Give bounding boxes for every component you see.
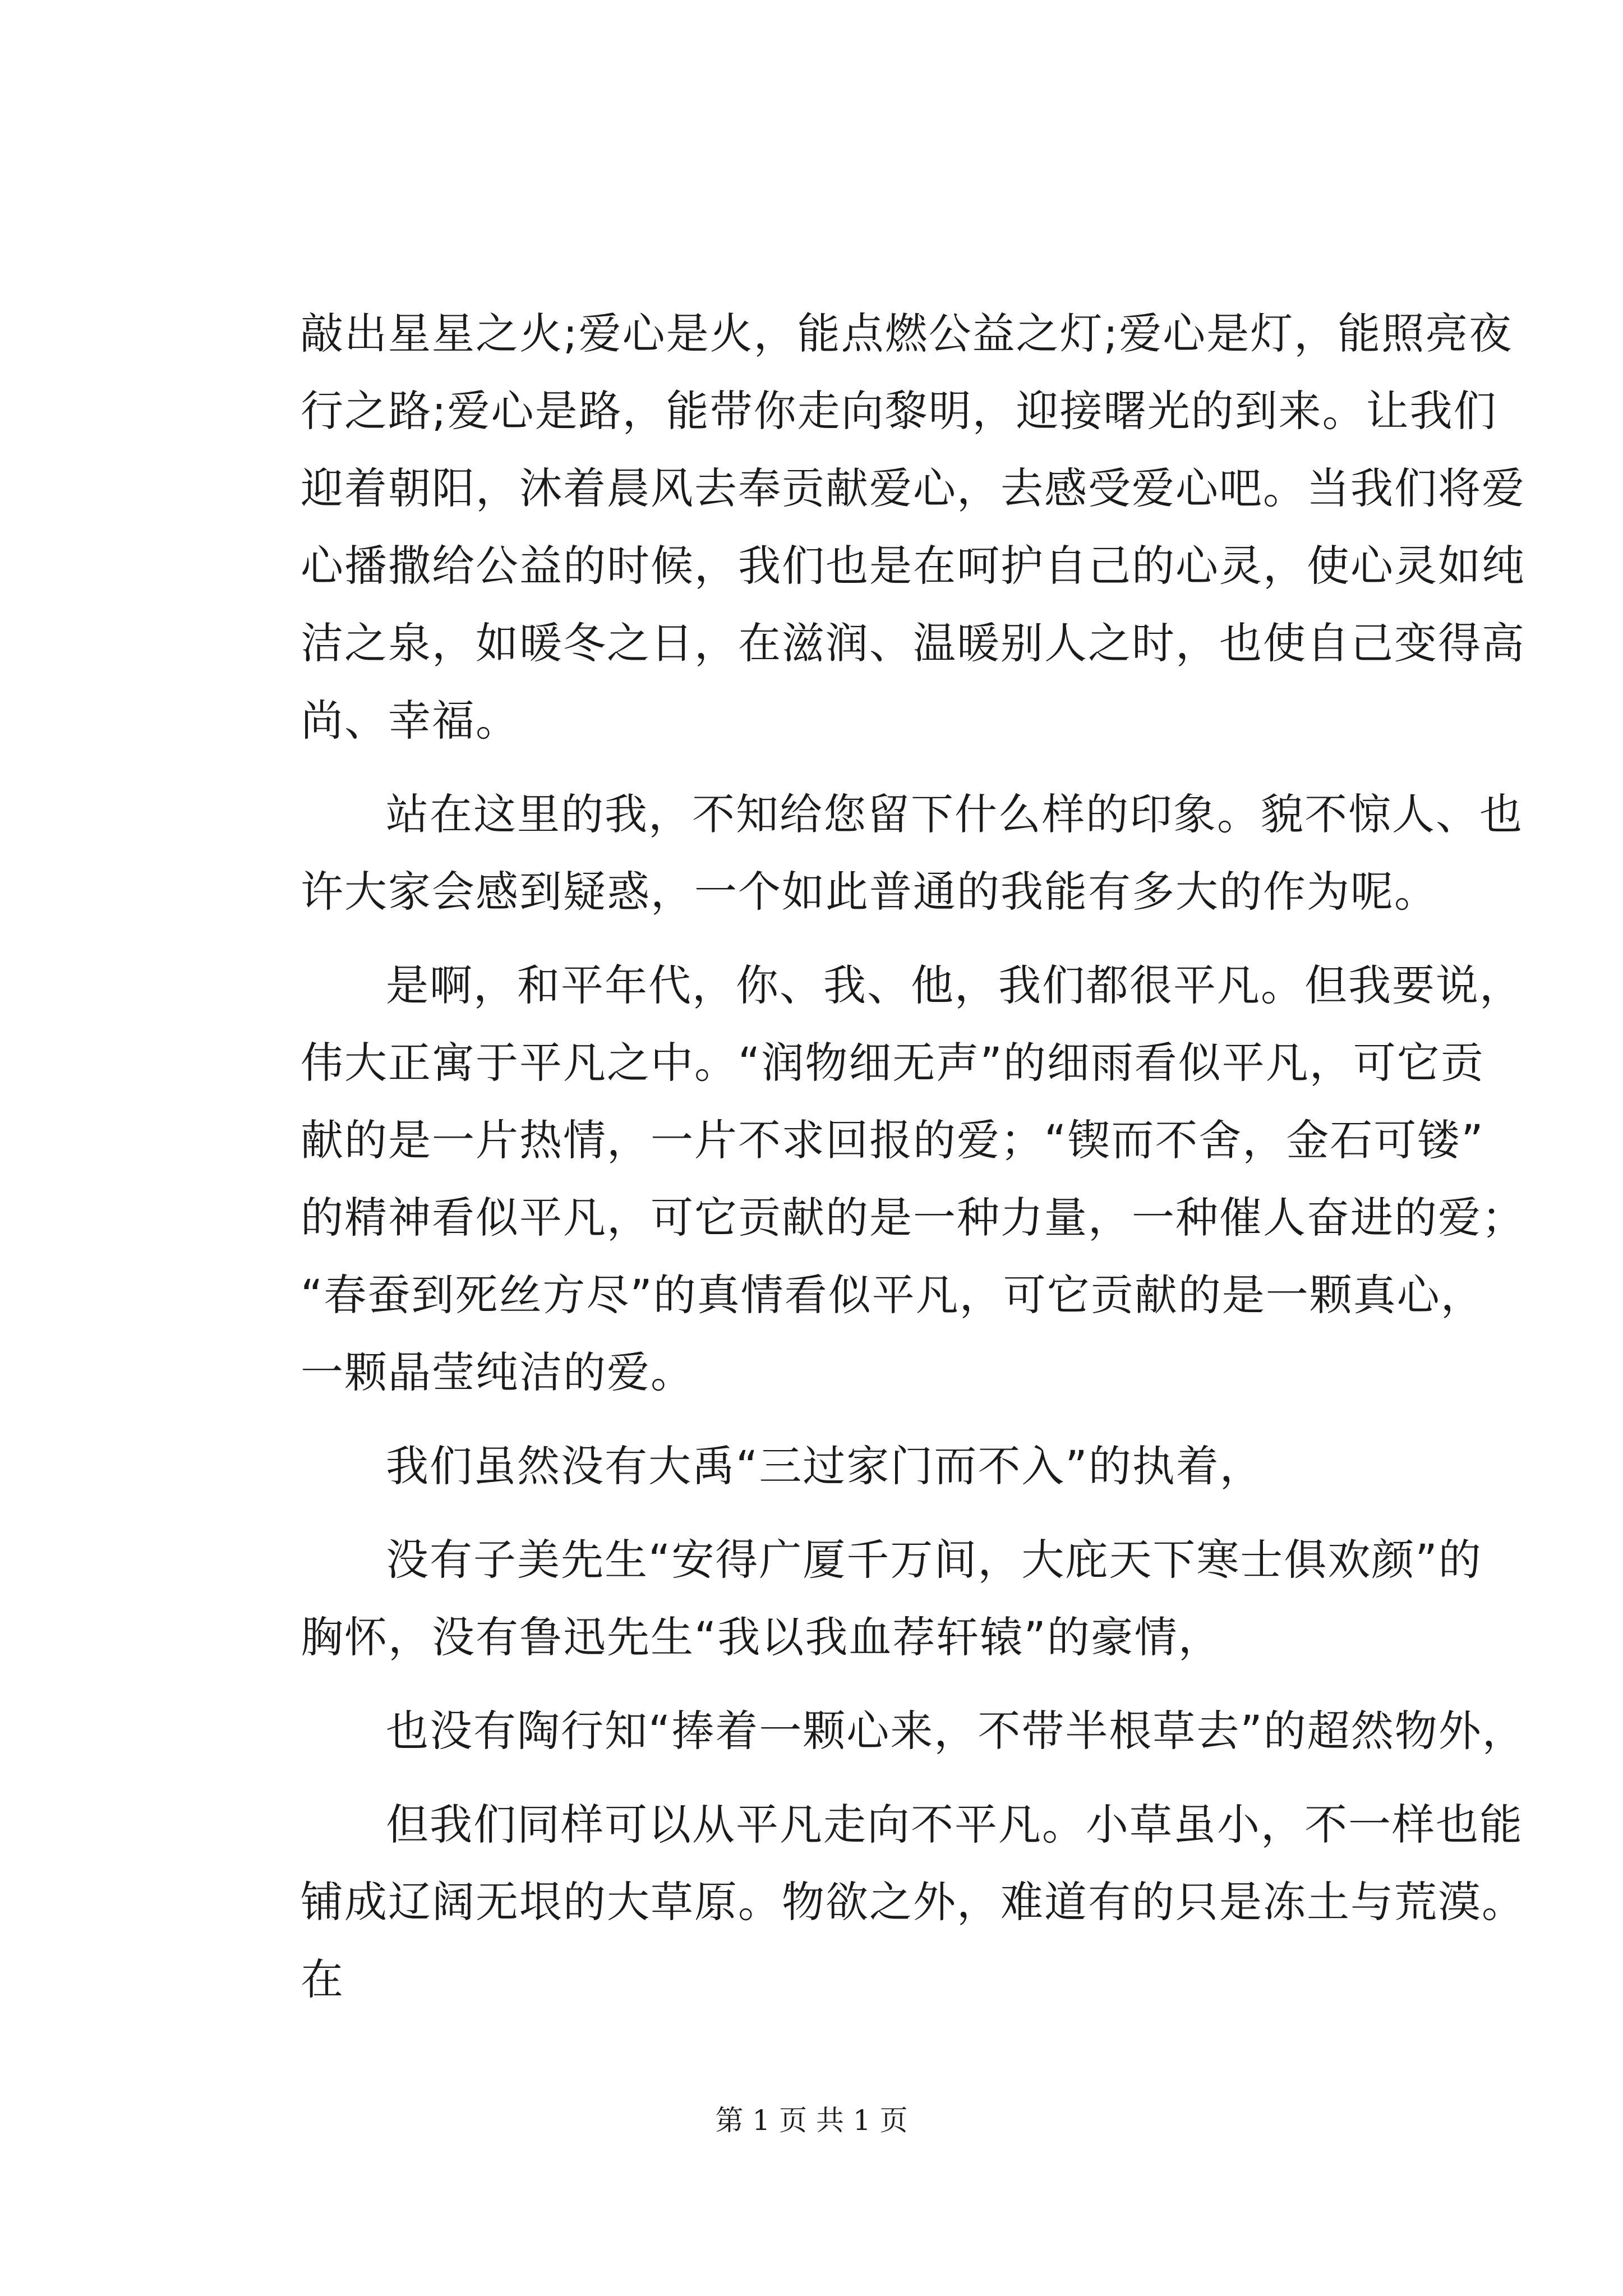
text-line: 献的是一片热情，一片不求回报的爱；“锲而不舍，金石可镂” [301, 1115, 1484, 1165]
text-line: “春蚕到死丝方尽”的真情看似平凡，可它贡献的是一颗真心， [301, 1270, 1484, 1320]
text-line: 迎着朝阳，沐着晨风去奉贡献爱心，去感受爱心吧。当我们将爱 [301, 463, 1525, 513]
text-line: 行之路;爱心是路，能带你走向黎明，迎接曙光的到来。让我们 [301, 386, 1497, 436]
text-line: 胸怀，没有鲁迅先生“我以我血荐轩辕”的豪情， [301, 1612, 1222, 1662]
text-line: 但我们同样可以从平凡走向不平凡。小草虽小，不一样也能 [386, 1800, 1523, 1849]
text-line: 尚、幸福。 [301, 696, 519, 746]
page-number-footer: 第 1 页 共 1 页 [715, 2104, 908, 2137]
text-line: 的精神看似平凡，可它贡献的是一种力量，一种催人奋进的爱； [301, 1193, 1525, 1243]
text-line: 伟大正寓于平凡之中。“润物细无声”的细雨看似平凡，可它贡 [301, 1038, 1484, 1088]
text-line: 洁之泉，如暖冬之日，在滋润、温暖别人之时，也使自己变得高 [301, 618, 1525, 668]
text-line: 心播撒给公益的时候，我们也是在呵护自己的心灵，使心灵如纯 [301, 541, 1525, 591]
text-line: 站在这里的我，不知给您留下什么样的印象。貌不惊人、也 [386, 789, 1523, 839]
text-line: 敲出星星之火;爱心是火，能点燃公益之灯;爱心是灯，能照亮夜 [301, 309, 1513, 358]
text-line: 一颗晶莹纯洁的爱。 [301, 1347, 694, 1397]
text-line: 是啊，和平年代，你、我、他，我们都很平凡。但我要说， [386, 960, 1523, 1010]
text-line: 我们虽然没有大禹“三过家门而不入”的执着， [386, 1441, 1264, 1491]
text-line: 铺成辽阔无垠的大草原。物欲之外，难道有的只是冻土与荒漠。 [301, 1877, 1525, 1927]
text-line: 在 [301, 1954, 344, 2004]
text-line: 也没有陶行知“捧着一颗心来，不带半根草去”的超然物外， [386, 1706, 1526, 1756]
text-line: 没有子美先生“安得广厦千万间，大庇天下寒士俱欢颜”的 [386, 1535, 1482, 1585]
text-line: 许大家会感到疑惑，一个如此普通的我能有多大的作为呢。 [301, 867, 1438, 917]
